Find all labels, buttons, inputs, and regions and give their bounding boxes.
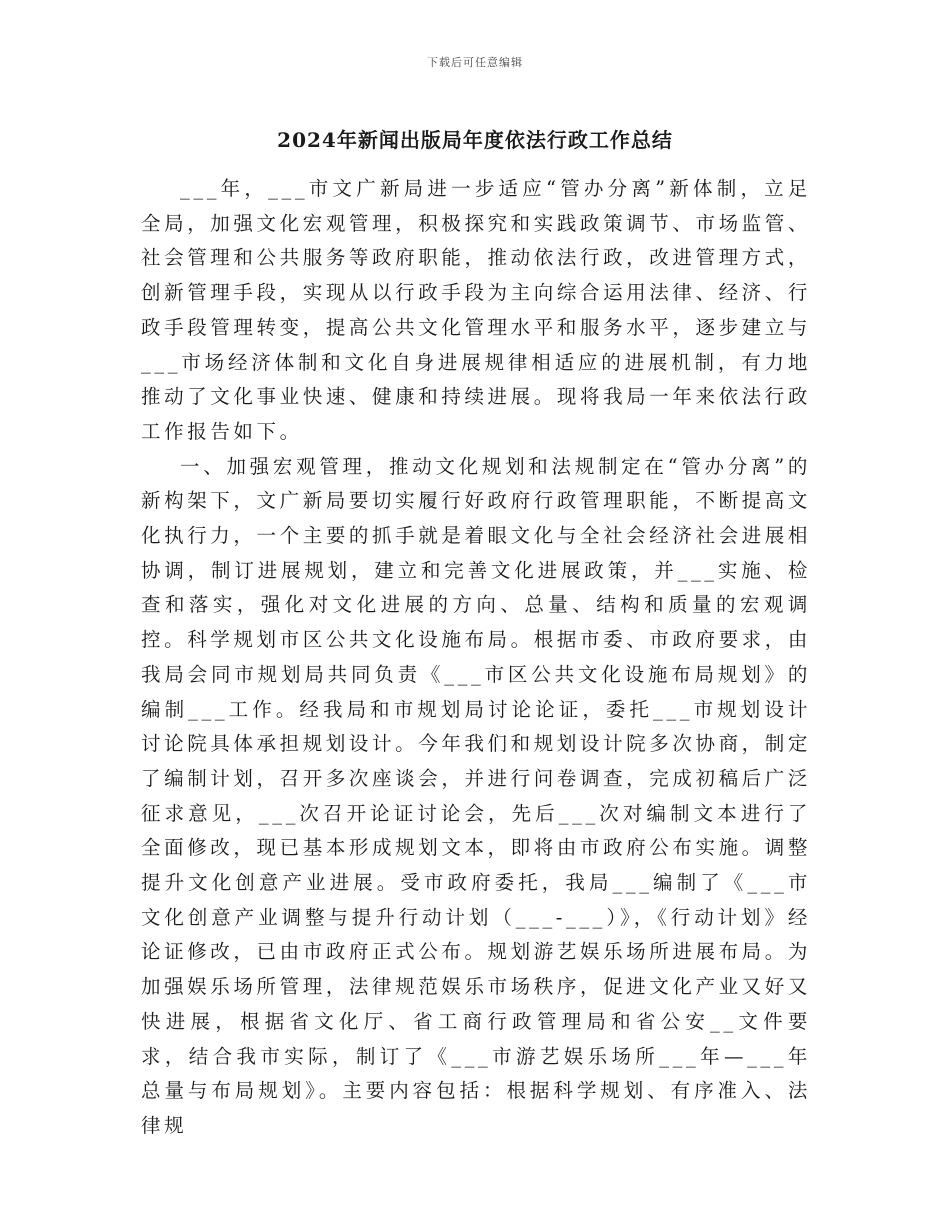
document-title: 2024年新闻出版局年度依法行政工作总结	[277, 128, 673, 152]
paragraph-section-1: 一、加强宏观管理，推动文化规划和法规制定在“管办分离”的新构架下，文广新局要切实履行好政府行政管理职能，不断提高文化执行力，一个主要的抓手就是着眼文化与全社会经济社会进展相协调，制订进展规划，建立和完善文化进展政策，并___实施、检查和落实，强化对文化进展的方向、总量、结构和质量的宏观调控。科学规划市区公共文化设施布局。根据市委、市政府要求，由我局会同市规划局共同负责《___市区公共文化设施布局规划》的编制___工作。经我局和市规划局讨论论证，委托___市规划设计讨论院具体承担规划设计。今年我们和规划设计院多次协商，制定了编制计划，召开多次座谈会，并进行问卷调查，完成初稿后广泛征求意见，___次召开论证讨论会，先后___次对编制文本进行了全面修改，现已基本形成规划文本，即将由市政府公布实施。调整提升文化创意产业进展。受市政府委托，我局___编制了《___市文化创意产业调整与提升行动计划（___-___）》，《行动计划》经论证修改，已由市政府正式公布。规划游艺娱乐场所进展布局。为加强娱乐场所管理，法律规范娱乐市场秩序，促进文化产业又好又快进展，根据省文化厅、省工商行政管理局和省公安__文件要求，结合我市实际，制订了《___市游艺娱乐场所___年—___年总量与布局规划》。主要内容包括：根据科学规划、有序准入、法律规	[141, 454, 811, 1137]
header-note: 下载后可任意编辑	[427, 56, 523, 69]
paragraph-intro: ___年，___市文广新局进一步适应“管办分离”新体制，立足全局，加强文化宏观管理，积极探究和实践政策调节、市场监管、社会管理和公共服务等政府职能，推动依法行政，改进管理方式，创新管理手段，实现从以行政手段为主向综合运用法律、经济、行政手段管理转变，提高公共文化管理水平和服务水平，逐步建立与___市场经济体制和文化自身进展规律相适应的进展机制，有力地推动了文化事业快速、健康和持续进展。现将我局一年来依法行政工作报告如下。	[141, 177, 811, 443]
document-body	[141, 172, 811, 1144]
